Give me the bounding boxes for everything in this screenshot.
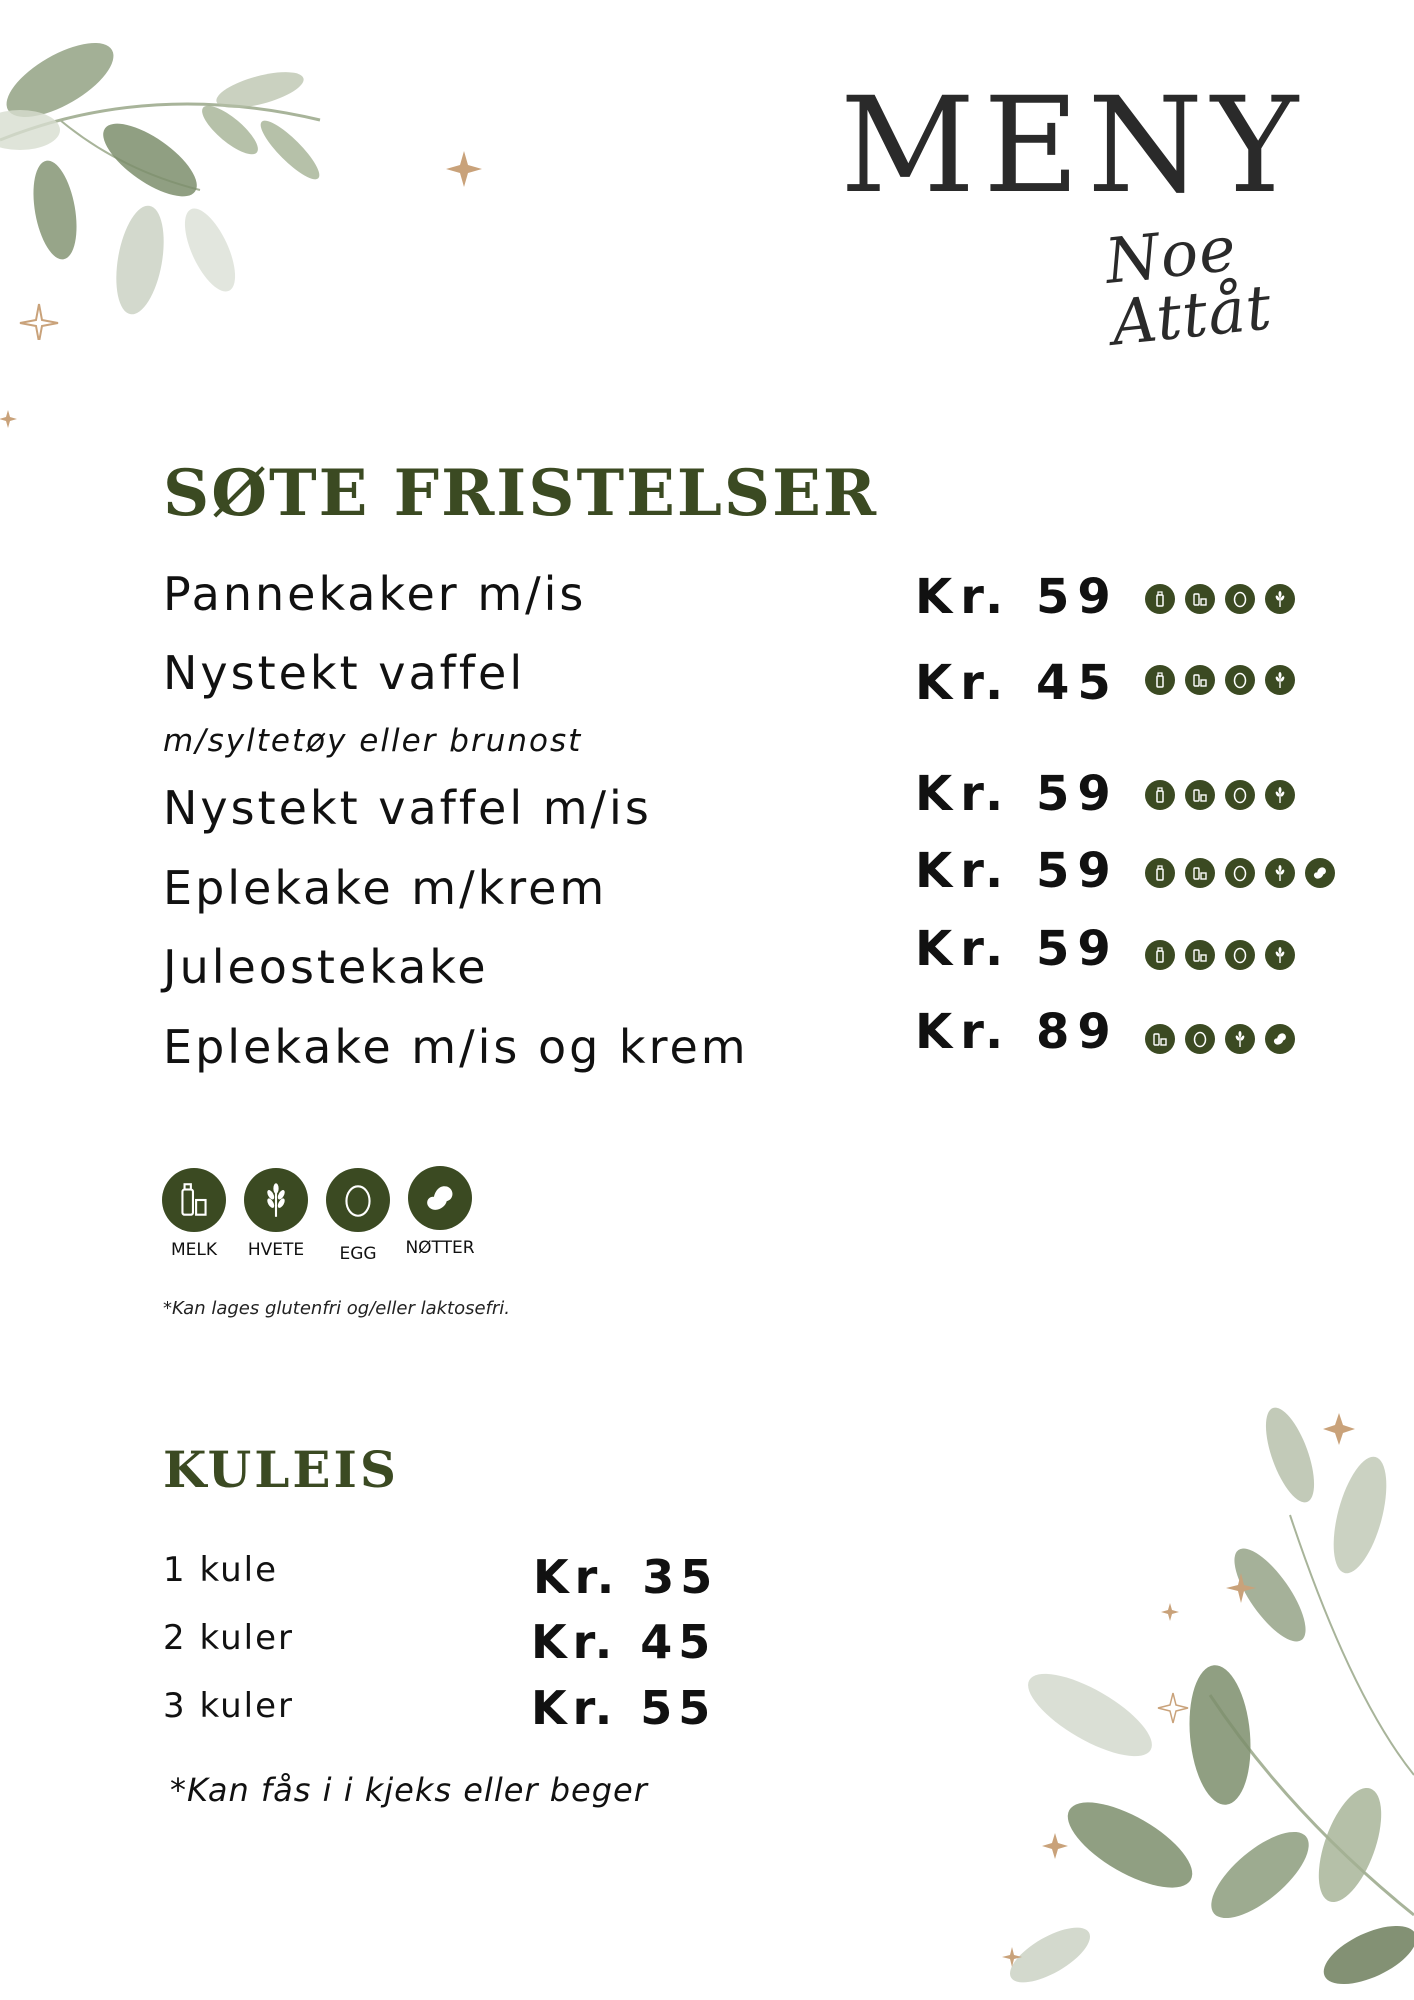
menu-item-name: Pannekaker m/is xyxy=(163,567,587,621)
milk-icon xyxy=(162,1168,226,1232)
menu-item-name: Eplekake m/krem xyxy=(163,861,608,915)
egg-icon xyxy=(1225,665,1255,695)
legend-item-nuts xyxy=(405,1166,475,1258)
allergen-icons xyxy=(1145,940,1295,970)
kuleis-item-name: 1 kule xyxy=(163,1550,278,1590)
allergen-icons xyxy=(1145,858,1335,888)
wheat-icon xyxy=(244,1168,308,1232)
wheat-icon xyxy=(1265,780,1295,810)
leaf-decoration-bottom-right xyxy=(990,1395,1414,2000)
wheat-icon xyxy=(1265,940,1295,970)
milk-glass-icon xyxy=(1185,780,1215,810)
milk-bottle-icon xyxy=(1145,584,1175,614)
menu-item-name: Nystekt vaffel xyxy=(163,646,526,700)
milk-bottle-icon xyxy=(1145,665,1175,695)
egg-icon xyxy=(1225,858,1255,888)
legend-label: EGG xyxy=(339,1244,377,1264)
egg-icon xyxy=(326,1168,390,1232)
allergen-icons xyxy=(1145,780,1295,810)
wheat-icon xyxy=(1265,858,1295,888)
menu-item-price: Kr. 59 xyxy=(915,843,1119,899)
menu-item-price: Kr. 45 xyxy=(915,655,1119,711)
menu-item-name: Nystekt vaffel m/is xyxy=(163,781,652,835)
wheat-icon xyxy=(1265,665,1295,695)
milk-glass-icon xyxy=(1185,584,1215,614)
allergen-icons xyxy=(1145,665,1295,695)
menu-item-price: Kr. 59 xyxy=(915,921,1119,977)
legend-label: NØTTER xyxy=(405,1238,475,1258)
kuleis-note: *Kan fås i i kjeks eller beger xyxy=(170,1771,648,1809)
section-heading-kuleis: KULEIS xyxy=(163,1440,400,1499)
nut-icon xyxy=(1265,1024,1295,1054)
peanut-icon xyxy=(408,1166,472,1230)
allergen-icons xyxy=(1145,1024,1295,1054)
menu-item-price: Kr. 59 xyxy=(915,766,1119,822)
wheat-icon xyxy=(1265,584,1295,614)
egg-icon xyxy=(1225,584,1255,614)
menu-item-name: Juleostekake xyxy=(163,940,489,994)
milk-bottle-icon xyxy=(1145,858,1175,888)
wheat-icon xyxy=(1225,1024,1255,1054)
menu-item-price: Kr. 59 xyxy=(915,569,1119,625)
milk-glass-icon xyxy=(1185,858,1215,888)
egg-icon xyxy=(1225,940,1255,970)
nut-icon xyxy=(1305,858,1335,888)
milk-glass-icon xyxy=(1145,1024,1175,1054)
legend-item-milk xyxy=(159,1168,229,1260)
milk-bottle-icon xyxy=(1145,780,1175,810)
egg-icon xyxy=(1185,1024,1215,1054)
star-decoration xyxy=(0,410,20,430)
kuleis-item-name: 2 kuler xyxy=(163,1618,294,1658)
menu-item-price: Kr. 89 xyxy=(915,1004,1119,1060)
section-heading-sweets: SØTE FRISTELSER xyxy=(163,456,879,531)
leaf-decoration-top-left xyxy=(0,20,500,340)
milk-bottle-icon xyxy=(1145,940,1175,970)
menu-item-note: m/syltetøy eller brunost xyxy=(163,723,583,759)
kuleis-item-price: Kr. 55 xyxy=(531,1681,717,1735)
kuleis-item-name: 3 kuler xyxy=(163,1686,294,1726)
page-title: MENY xyxy=(840,69,1307,223)
legend-item-wheat xyxy=(241,1168,311,1260)
page-subtitle-script: Noe Attåt xyxy=(1101,211,1276,360)
egg-icon xyxy=(1225,780,1255,810)
legend-label: MELK xyxy=(170,1240,218,1260)
allergen-note: *Kan lages glutenfri og/eller laktosefri. xyxy=(163,1298,511,1319)
legend-label: HVETE xyxy=(247,1240,305,1260)
kuleis-item-price: Kr. 35 xyxy=(533,1550,719,1604)
kuleis-item-price: Kr. 45 xyxy=(531,1615,717,1669)
milk-glass-icon xyxy=(1185,940,1215,970)
milk-glass-icon xyxy=(1185,665,1215,695)
menu-item-name: Eplekake m/is og krem xyxy=(163,1020,749,1074)
legend-item-egg xyxy=(323,1168,393,1264)
allergen-icons xyxy=(1145,584,1295,614)
